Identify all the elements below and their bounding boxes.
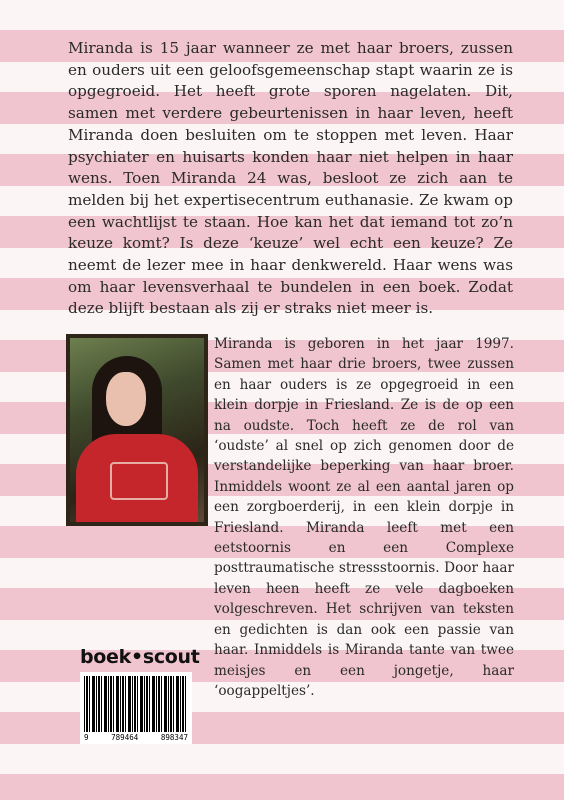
barcode-digit-group-2: 898347: [160, 733, 188, 742]
author-bio: Miranda is geboren in het jaar 1997. Samen met haar drie broers, twee zussen en haar ouders is ze opgegroeid in een klein dorpje in Friesland. Ze is de op een na oudste. Toch heeft ze de rol van ‘oudste’ al snel op zich genomen door de verstandelijke beperking van haar broer. Inmiddels woont ze al een aantal jaren op een zorgboerderij, in een klein dorpje in Friesland. Miranda leeft met een eetstoornis en een Complexe posttraumatische stressstoornis. Door haar leven heen heeft ze vele dagboeken volgeschreven. Het schrijven van teksten en gedichten is dan ook een passie van haar. Inmiddels is Miranda tante van twee meisjes en een jongetje, haar ‘oogappeltjes’.: [214, 336, 514, 699]
barcode-digit-prefix: 9: [84, 733, 89, 742]
author-photo-image: [70, 338, 204, 522]
isbn-barcode: [80, 672, 192, 744]
barcode-digit-group-1: 789464: [111, 733, 139, 742]
book-blurb: Miranda is 15 jaar wanneer ze met haar broers, zussen en ouders uit een geloofsgemeenschap stapt waarin ze is opgegroeid. Het heeft grote sporen nagelaten. Dit, samen met verdere gebeurtenissen in haar leven, heeft Miranda doen besluiten om te stoppen met leven. Haar psychiater en huisarts konden haar niet helpen in haar wens. Toen Miranda 24 was, besloot ze zich aan te melden bij het expertisecentrum euthanasie. Ze kwam op een wachtlijst te staan. Hoe kan het dat iemand tot zo’n keuze komt? Is deze ‘keuze’ wel echt een keuze? Ze neemt de lezer mee in haar denkwereld. Haar wens was om haar levensverhaal te bundelen in een boek. Zodat deze blijft bestaan als zij er straks niet meer is.: [68, 39, 513, 318]
barcode-digits: [84, 733, 188, 742]
barcode-bars: [84, 676, 188, 732]
author-photo: [66, 334, 208, 526]
publisher-logo: boek•scout: [80, 646, 200, 668]
